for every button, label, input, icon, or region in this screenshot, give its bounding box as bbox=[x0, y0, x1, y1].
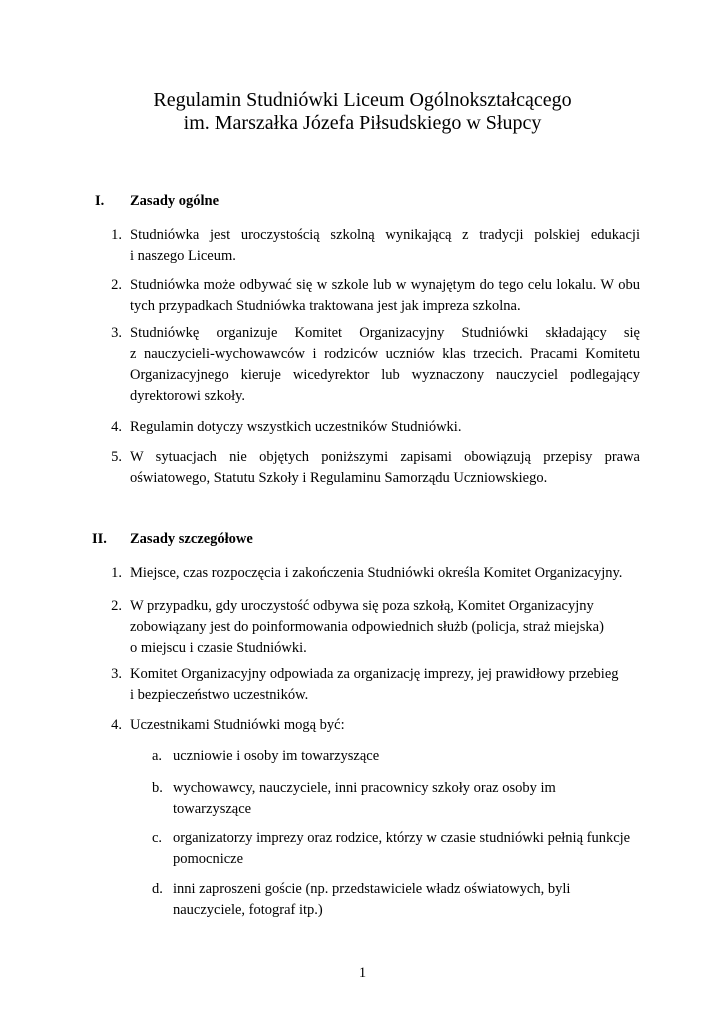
sub-item-line: nauczyciele, fotograf itp.) bbox=[173, 902, 323, 918]
sub-item-line: wychowawcy, nauczyciele, inni pracownicy szkoły oraz osoby im bbox=[173, 780, 556, 796]
sub-item bbox=[173, 778, 556, 820]
sub-item bbox=[173, 879, 570, 921]
list-item-line: Studniówka może odbywać się w szkole lub w wynajętym do tego celu lokalu. W obu bbox=[130, 277, 640, 293]
document-title-line-2: im. Marszałka Józefa Piłsudskiego w Słupcy bbox=[183, 112, 542, 134]
section-1-numeral: I. bbox=[95, 193, 105, 209]
list-item bbox=[130, 563, 640, 584]
list-item bbox=[130, 323, 640, 407]
list-item-line: z nauczycieli-wychowawców i rodziców uczniów klas trzecich. Pracami Komitetu bbox=[130, 346, 640, 362]
list-item-line: dyrektorowi szkoły. bbox=[130, 388, 246, 404]
list-item-number: 1. bbox=[111, 227, 122, 243]
list-item-line: Uczestnikami Studniówki mogą być: bbox=[130, 717, 345, 733]
list-item-line: oświatowego, Statutu Szkoły i Regulaminu Samorządu Uczniowskiego. bbox=[130, 470, 548, 486]
list-item-number: 1. bbox=[111, 565, 122, 581]
sub-item-line: organizatorzy imprezy oraz rodzice, którzy w czasie studniówki pełnią funkcje bbox=[173, 830, 631, 846]
list-item-line: W przypadku, gdy uroczystość odbywa się poza szkołą, Komitet Organizacyjny bbox=[130, 598, 594, 614]
list-item-number: 4. bbox=[111, 419, 122, 435]
list-item bbox=[130, 664, 640, 706]
list-item-line: i naszego Liceum. bbox=[130, 248, 236, 264]
sub-item-line: uczniowie i osoby im towarzyszące bbox=[173, 748, 380, 764]
list-item-line: Organizacyjnego kieruje wicedyrektor lub wyznaczony nauczyciel podlegający bbox=[130, 367, 640, 383]
sub-item-letter: b. bbox=[152, 780, 163, 796]
list-item-number: 5. bbox=[111, 449, 122, 465]
sub-item-letter: c. bbox=[152, 830, 163, 846]
section-1-heading: Zasady ogólne bbox=[130, 193, 220, 209]
list-item bbox=[130, 447, 640, 489]
list-item-number: 2. bbox=[111, 277, 122, 293]
list-item-number: 3. bbox=[111, 666, 122, 682]
page-number: 1 bbox=[358, 965, 367, 981]
list-item-number: 4. bbox=[111, 717, 122, 733]
document-title-line-1: Regulamin Studniówki Liceum Ogólnokształcącego bbox=[153, 89, 572, 111]
sub-item-line: inni zaproszeni goście (np. przedstawiciele władz oświatowych, byli bbox=[173, 881, 571, 897]
list-item-line: Studniówkę organizuje Komitet Organizacyjny Studniówki składający się bbox=[130, 325, 640, 341]
list-item-line: Komitet Organizacyjny odpowiada za organizację imprezy, jej prawidłowy przebieg bbox=[130, 666, 619, 682]
sub-item-letter: d. bbox=[152, 881, 163, 897]
list-item-number: 3. bbox=[111, 325, 122, 341]
list-item bbox=[130, 596, 640, 659]
list-item-line: zobowiązany jest do poinformowania odpowiednich służb (policja, straż miejska) bbox=[130, 619, 604, 635]
list-item-line: Regulamin dotyczy wszystkich uczestników Studniówki. bbox=[130, 419, 462, 435]
sub-item bbox=[173, 746, 379, 767]
list-item-line: o miejscu i czasie Studniówki. bbox=[130, 640, 307, 656]
sub-item-line: pomocnicze bbox=[173, 851, 244, 867]
sub-item-line: towarzyszące bbox=[173, 801, 252, 817]
list-item-line: tych przypadkach Studniówka traktowana jest jak impreza szkolna. bbox=[130, 298, 521, 314]
list-item bbox=[130, 225, 640, 267]
list-item-number: 2. bbox=[111, 598, 122, 614]
sub-item-letter: a. bbox=[152, 748, 163, 764]
list-item bbox=[130, 275, 640, 317]
section-2-numeral: II. bbox=[92, 531, 107, 547]
list-item bbox=[130, 715, 640, 736]
list-item-line: i bezpieczeństwo uczestników. bbox=[130, 687, 309, 703]
list-item-line: Studniówka jest uroczystością szkolną wynikającą z tradycji polskiej edukacji bbox=[130, 227, 640, 243]
list-item-line: Miejsce, czas rozpoczęcia i zakończenia Studniówki określa Komitet Organizacyjny. bbox=[130, 565, 623, 581]
sub-item bbox=[173, 828, 630, 870]
section-2-heading: Zasady szczegółowe bbox=[130, 531, 253, 547]
list-item-line: W sytuacjach nie objętych poniższymi zapisami obowiązują przepisy prawa bbox=[130, 449, 640, 465]
list-item bbox=[130, 417, 640, 438]
